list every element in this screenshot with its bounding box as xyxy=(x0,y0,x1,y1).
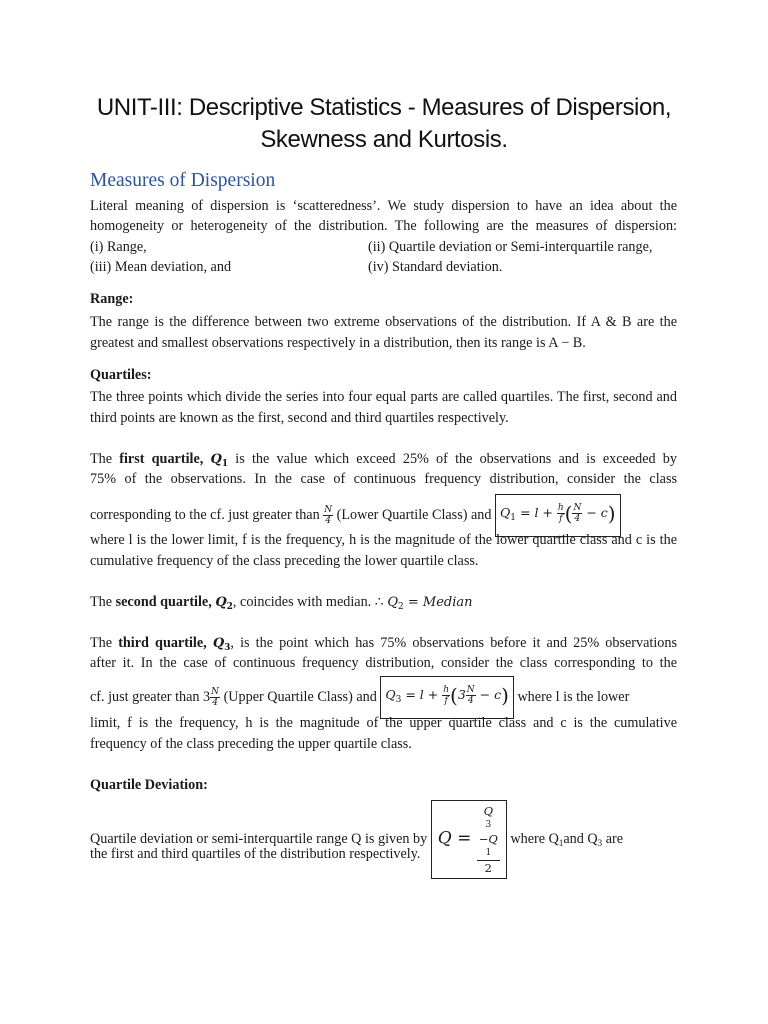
q1-symbol: $Q_1$ xyxy=(210,452,229,469)
q1-formula-box: $Q_1 = l$ + $\frac{h}{f}$ ( $\frac{N}{4}$ − c) xyxy=(495,494,621,537)
measure-quartile-deviation: (ii) Quartile deviation or Semi-interquartile range, xyxy=(368,239,653,255)
third-quartile-line-2: after it. In the case of continuous frequency distribution, consider the class corresponding to the xyxy=(90,655,677,671)
third-quartile-line-1: The third quartile, $Q_3$, is the point which has 75% observations before it and 25% observations xyxy=(90,635,677,653)
measure-standard-deviation: (iv) Standard deviation. xyxy=(368,259,503,275)
range-paragraph: The range is the difference between two extreme observations of the distribution. If A & B are the greatest and smallest observations respectively in a distribution, then its range is A − B. xyxy=(90,314,677,351)
n-over-4-fraction-q3: $\frac{N}{4}$ xyxy=(211,687,220,708)
title-line-2: Skewness and Kurtosis. xyxy=(260,126,508,153)
q3-symbol: $Q_3$ xyxy=(212,636,231,653)
measure-range: (i) Range, xyxy=(90,239,147,255)
third-quartile-label: third quartile, xyxy=(118,635,207,651)
quartiles-heading: Quartiles: xyxy=(90,367,152,383)
measures-row-2 xyxy=(90,257,677,277)
first-quartile-line-3: corresponding to the cf. just greater than $\frac{N}{4}$ (Lower Quartile Class) and $Q_1 = l$ + $\frac{h}{f}$ ( $\frac{N}{4}$ − c) xyxy=(90,494,677,526)
quartile-deviation-formula-box: Q = Q 3 −Q 1 2 xyxy=(431,800,507,879)
quartile-deviation-line-2: the first and third quartiles of the distribution respectively. xyxy=(90,846,421,862)
quartile-deviation-line-1: Quartile deviation or semi-interquartile range Q is given by Q = Q 3 −Q 1 2 where $Q_1and$ $Q_3$ are xyxy=(90,800,677,842)
quartiles-paragraph: The three points which divide the series into four equal parts are called quartiles. The first, second and third points are known as the first, second and third quartiles respectively. xyxy=(90,389,677,426)
intro-line-1: Literal meaning of dispersion is ‘scatteredness’. We study dispersion to have an idea about the xyxy=(90,198,677,214)
measures-row-1 xyxy=(90,237,677,257)
first-quartile-line-1: The first quartile, $Q_1$ is the value which exceed 25% of the observations and is exceeded by xyxy=(90,451,677,469)
second-quartile-label: second quartile, xyxy=(115,594,212,610)
range-heading: Range: xyxy=(90,291,134,307)
third-quartile-line-3: cf. just greater than 3 $\frac{N}{4}$ (Upper Quartile Class) and $Q_3 = l$ + $\frac{h}{f}$ (3 $\frac{N}{4}$ − c) where l is the lower xyxy=(90,676,677,708)
title-line-1: UNIT-III: Descriptive Statistics - Measures of Dispersion, xyxy=(96,94,672,121)
third-quartile-definitions: limit, f is the frequency, h is the magnitude of the upper quartile class and c is the cumulative frequency of the class preceding the upper quartile class. xyxy=(90,715,677,752)
q2-symbol: $Q_2$ xyxy=(215,595,233,612)
measure-mean-deviation: (iii) Mean deviation, and xyxy=(90,259,232,275)
section-heading-dispersion: Measures of Dispersion xyxy=(90,170,276,191)
q2-median-formula: $Q_2$ = Median xyxy=(387,595,473,612)
q3-formula-box: $Q_3 = l$ + $\frac{h}{f}$ (3 $\frac{N}{4}$ − c) xyxy=(380,676,514,719)
n-over-4-fraction: $\frac{N}{4}$ xyxy=(324,505,333,526)
first-quartile-label: first quartile, xyxy=(119,451,204,467)
intro-line-2: homogeneity or heterogeneity of the distribution. The following are the measures of dispersion: xyxy=(90,218,677,234)
first-quartile-line-2: 75% of the observations. In the case of continuous frequency distribution, consider the class xyxy=(90,471,677,487)
second-quartile-line: The second quartile, $Q_2$, coincides with median. ∴ $Q_2$ = Median xyxy=(90,594,473,612)
first-quartile-definitions: where l is the lower limit, f is the frequency, h is the magnitude of the lower quartile class and c is the cumulative frequency of the class preceding the lower quartile class. xyxy=(90,532,677,569)
quartile-deviation-heading: Quartile Deviation: xyxy=(90,777,208,793)
document-title xyxy=(60,92,708,156)
